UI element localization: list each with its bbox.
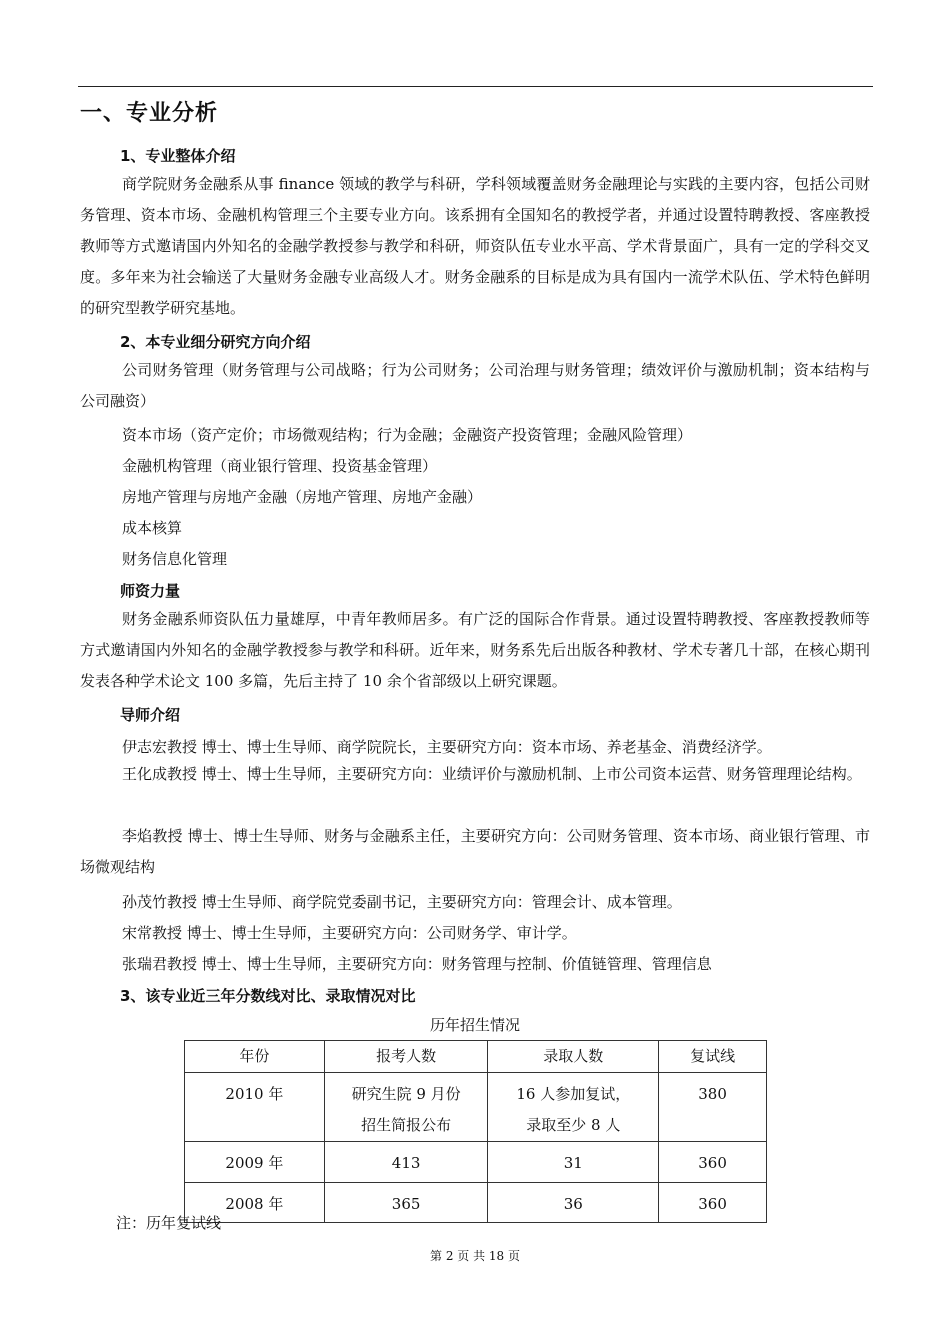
score-line-cell: 360: [659, 1142, 767, 1183]
table-header-row: [185, 1041, 767, 1073]
table-row: [185, 1183, 767, 1223]
admitted-cell: 31: [488, 1142, 659, 1183]
applicants-cell: [324, 1073, 488, 1142]
year-cell: 2009 年: [185, 1142, 325, 1183]
header-rule: [78, 86, 873, 87]
advisor-entry: 宋常教授 博士、博士生导师，主要研究方向：公司财务学、审计学。: [122, 924, 577, 942]
overview-paragraph: 商学院财务金融系从事 finance 领域的教学与科研，学科领域覆盖财务金融理论与实践的主要内容，包括公司财务管理、资本市场、金融机构管理三个主要专业方向。该系拥有全国知名的教授学者，并通过设置特聘教授、客座教授教师等方式邀请国内外知名的金融学教授参与教学和科研，师资队伍专业水平高、学术背景面广，具有一定的学科交叉度。多年来为社会输送了大量财务金融专业高级人才。财务金融系的目标是成为具有国内一流学术队伍、学术特色鲜明的研究型教学研究基地。: [80, 175, 870, 317]
applicants-cell: 365: [324, 1183, 488, 1223]
page-footer: 第 2 页 共 18 页: [430, 1249, 520, 1263]
table-note: 注：历年复试线: [116, 1214, 222, 1232]
header-cell: 复试线: [659, 1041, 767, 1073]
cell-line: 录取至少 8 人: [526, 1116, 621, 1134]
section-heading: 一、专业分析: [80, 101, 219, 126]
admitted-cell: 36: [488, 1183, 659, 1223]
applicants-cell: 413: [324, 1142, 488, 1183]
subsection-title-overview: 1、专业整体介绍: [120, 147, 236, 165]
faculty-paragraph: 财务金融系师资队伍力量雄厚，中青年教师居多。有广泛的国际合作背景。通过设置特聘教授、客座教授教师等方式邀请国内外知名的金融学教授参与教学和科研。近年来，财务系先后出版各种教材、学术专著几十部，在核心期刊发表各种学术论文 100 多篇，先后主持了 10 余个省部级以上研究课题。: [80, 610, 870, 690]
advisor-entry: 张瑞君教授 博士、博士生导师，主要研究方向：财务管理与控制、价值链管理、管理信息: [122, 955, 712, 973]
table-row: [185, 1142, 767, 1183]
direction-item: 资本市场（资产定价；市场微观结构；行为金融；金融资产投资管理；金融风险管理）: [122, 426, 693, 444]
advisors-title: 导师介绍: [120, 706, 181, 724]
direction-item: 成本核算: [122, 519, 183, 537]
year-cell: 2010 年: [185, 1073, 325, 1142]
subsection-title-admissions: 3、该专业近三年分数线对比、录取情况对比: [120, 987, 416, 1005]
admissions-table: [184, 1040, 767, 1223]
cell-line: 16 人参加复试，: [516, 1085, 631, 1103]
advisor-entry: 李焰教授 博士、博士生导师、财务与金融系主任，主要研究方向：公司财务管理、资本市场、商业银行管理、市场微观结构: [80, 827, 870, 876]
header-cell: 报考人数: [324, 1041, 488, 1073]
cell-line: 招生简报公布: [361, 1116, 452, 1134]
year-cell: 2008 年: [185, 1183, 325, 1223]
cell-line: 研究生院 9 月份: [351, 1085, 461, 1103]
subsection-title-directions: 2、本专业细分研究方向介绍: [120, 333, 311, 351]
advisor-entry: 伊志宏教授 博士、博士生导师、商学院院长，主要研究方向：资本市场、养老基金、消费经济学。: [122, 738, 772, 756]
faculty-title: 师资力量: [120, 582, 181, 600]
score-line-cell: 380: [659, 1073, 767, 1142]
header-cell: 录取人数: [488, 1041, 659, 1073]
direction-item: 房地产管理与房地产金融（房地产管理、房地产金融）: [122, 488, 483, 506]
advisor-entry: 王化成教授 博士、博士生导师，主要研究方向：业绩评价与激励机制、上市公司资本运营、财务管理理论结构。: [122, 765, 862, 783]
admitted-cell: [488, 1073, 659, 1142]
direction-item: 金融机构管理（商业银行管理、投资基金管理）: [122, 457, 438, 475]
direction-item: 公司财务管理（财务管理与公司战略；行为公司财务；公司治理与财务管理；绩效评价与激励机制；资本结构与公司融资）: [80, 361, 870, 410]
table-caption: 历年招生情况: [429, 1016, 520, 1034]
table-row: [185, 1073, 767, 1142]
header-cell: 年份: [185, 1041, 325, 1073]
direction-item: 财务信息化管理: [122, 550, 228, 568]
score-line-cell: 360: [659, 1183, 767, 1223]
advisor-entry: 孙茂竹教授 博士生导师、商学院党委副书记，主要研究方向：管理会计、成本管理。: [122, 893, 682, 911]
